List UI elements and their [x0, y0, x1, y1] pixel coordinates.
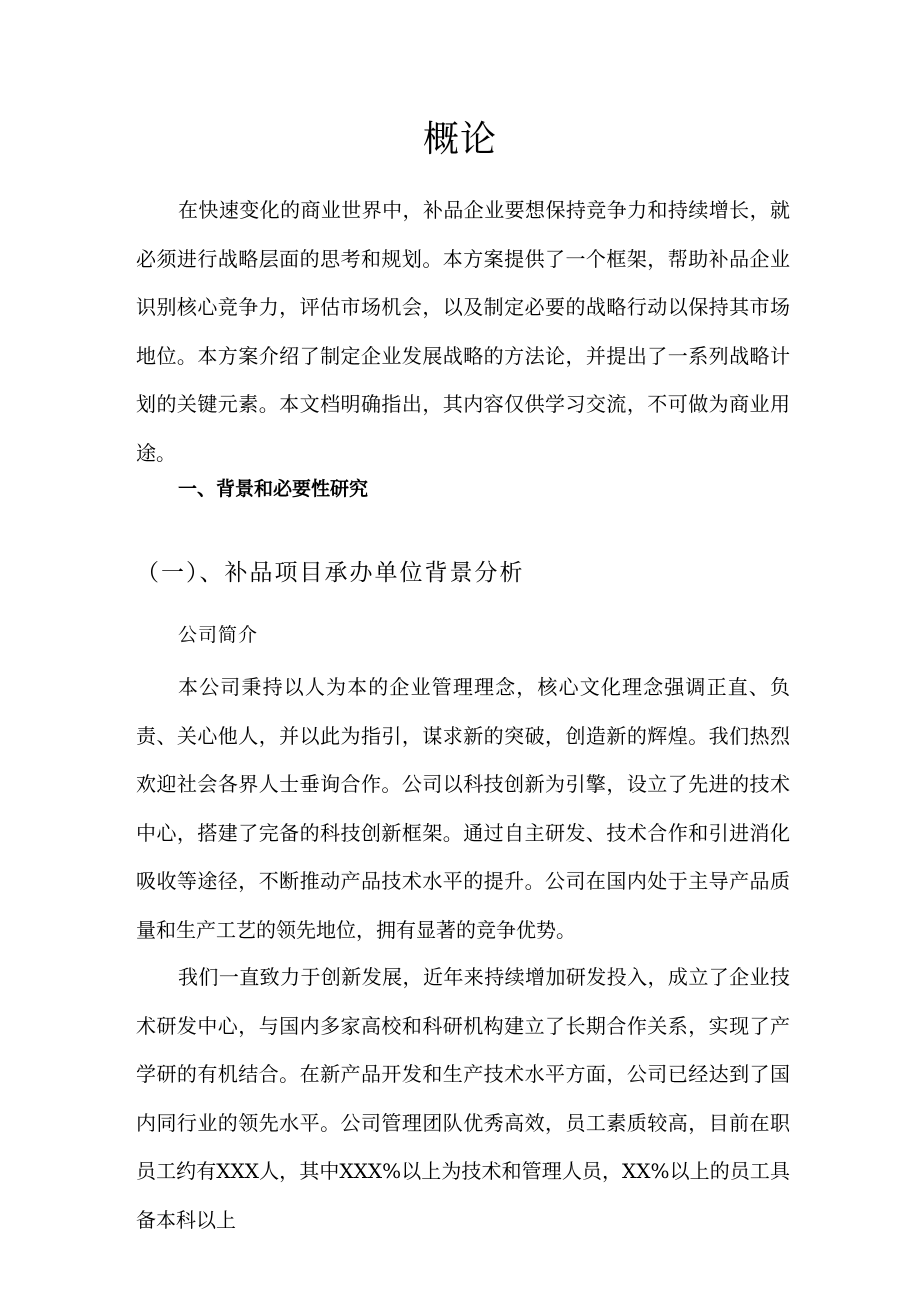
document-title: 概论: [422, 119, 497, 160]
section-heading: 一、背景和必要性研究: [178, 478, 369, 500]
intro-paragraph: 在快速变化的商业世界中，补品企业要想保持竞争力和持续增长，就必须进行战略层面的思考和规划。本方案提供了一个框架，帮助补品企业识别核心竞争力，评估市场机会，以及制定必要的战略行动以保持其市场地位。本方案介绍了制定企业发展战略的方法论，并提出了一系列战略计划的关键元素。本文档明确指出，其内容仅供学习交流，不可做为商业用途。: [136, 198, 790, 465]
company-profile-heading: 公司简介: [178, 624, 259, 646]
body-paragraph: 我们一直致力于创新发展，近年来持续增加研发投入，成立了企业技术研发中心，与国内多家高校和科研机构建立了长期合作关系，实现了产学研的有机结合。在新产品开发和生产技术水平方面，公司已经达到了国内同行业的领先水平。公司管理团队优秀高效，员工素质较高，目前在职员工约有XXX人，其中XXX%以上为技术和管理人员，XX%以上的员工具备本科以上: [136, 965, 790, 1232]
subsection-heading: （一）、补品项目承办单位背景分析: [136, 560, 525, 586]
body-paragraph: 本公司秉持以人为本的企业管理理念，核心文化理念强调正直、负责、关心他人，并以此为指引，谋求新的突破，创造新的辉煌。我们热烈欢迎社会各界人士垂询合作。公司以科技创新为引擎，设立了先进的技术中心，搭建了完备的科技创新框架。通过自主研发、技术合作和引进消化吸收等途径，不断推动产品技术水平的提升。公司在国内处于主导产品质量和生产工艺的领先地位，拥有显著的竞争优势。: [136, 675, 790, 942]
